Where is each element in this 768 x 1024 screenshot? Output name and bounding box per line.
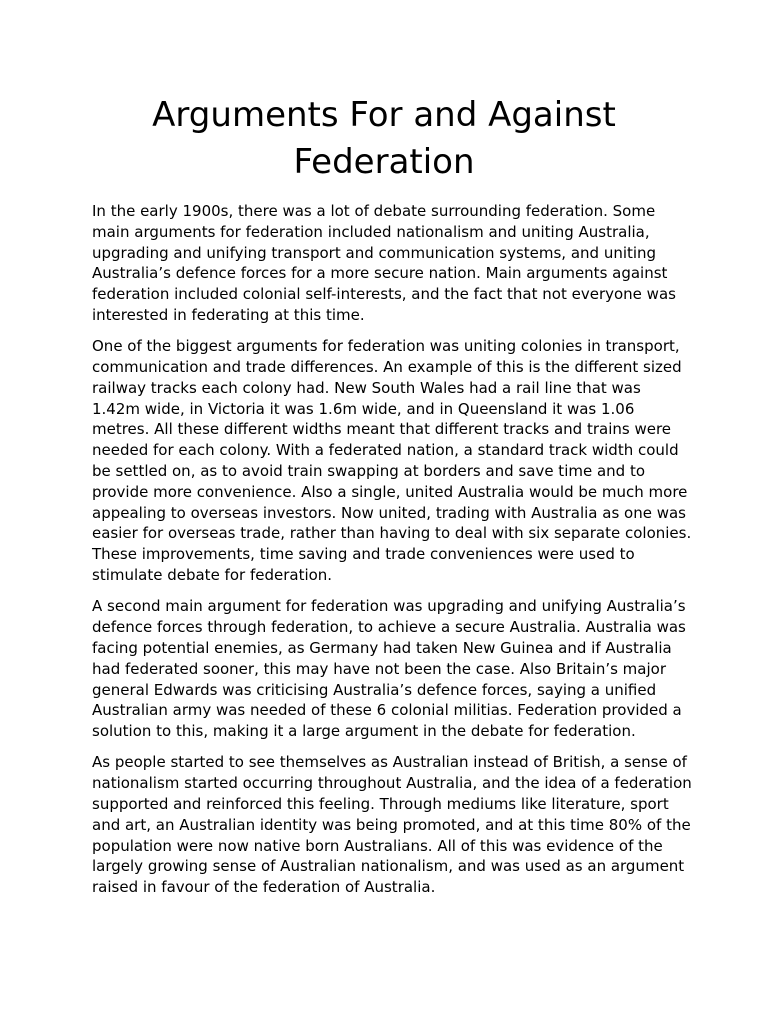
paragraph-nationalism: As people started to see themselves as Australian instead of British, a sense of nationalism started occurring throughout Australia, and the idea of a federation supported and reinforced this feeling. Through mediums like literature, sport and art, an Australian identity was being promoted, and at this time 80% of the population were now native born Australians. All of this was evidence of the largely growing sense of Australian nationalism, and was used as an argument raised in favour of the federation of Australia. <box>92 753 692 897</box>
paragraph-introduction: In the early 1900s, there was a lot of debate surrounding federation. Some main arguments for federation included nationalism and uniting Australia, upgrading and unifying transport and communication systems, and uniting Australia’s defence forces for a more secure nation. Main arguments against federation included colonial self-interests, and the fact that not everyone was interested in federating at this time. <box>92 202 676 324</box>
document-body <box>92 201 692 909</box>
document-title: Arguments For and Against Federation <box>152 95 616 182</box>
paragraph-defence: A second main argument for federation was upgrading and unifying Australia’s defence forces through federation, to achieve a secure Australia. Australia was facing potential enemies, as Germany had taken New Guinea and if Australia had federated sooner, this may have not been the case. Also Britain’s major general Edwards was criticising Australia’s defence forces, saying a unified Australian army was needed of these 6 colonial militias. Federation provided a solution to this, making it a large argument in the debate for federation. <box>92 597 686 741</box>
paragraph-transport-trade: One of the biggest arguments for federation was uniting colonies in transport, communication and trade differences. An example of this is the different sized railway tracks each colony had. New South Wales had a rail line that was 1.42m wide, in Victoria it was 1.6m wide, and in Queensland it was 1.06 metres. All these different widths meant that different tracks and trains were needed for each colony. With a federated nation, a standard track width could be settled on, as to avoid train swapping at borders and save time and to provide more convenience. Also a single, united Australia would be much more appealing to overseas investors. Now united, trading with Australia as one was easier for overseas trade, rather than having to deal with six separate colonies. These improvements, time saving and trade conveniences were used to stimulate debate for federation. <box>92 337 692 585</box>
